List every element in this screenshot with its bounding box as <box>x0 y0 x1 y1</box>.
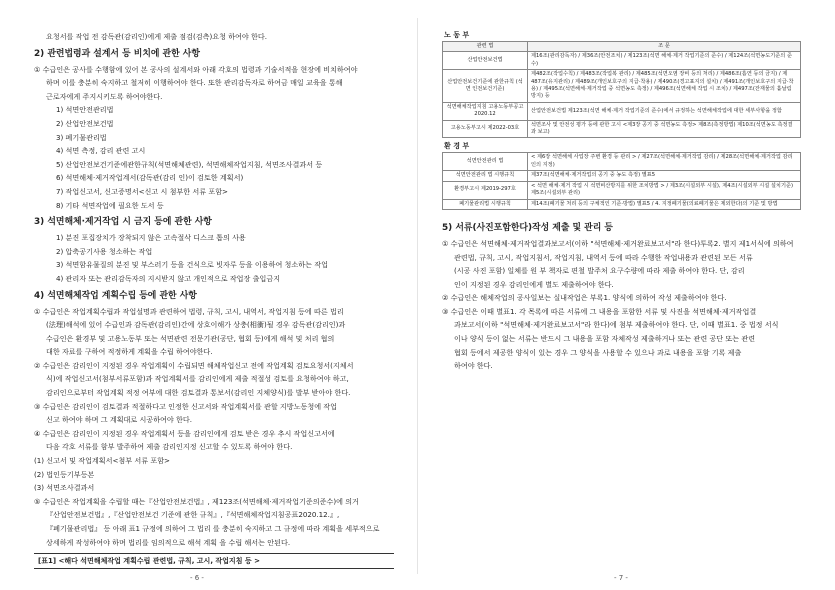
paragraph-line: 과보고서(이하 "석면해체·제거완료보고서"라 한다)에 첨부 제출하여야 한다. 단, 이때 별표1. 중 법정 서식 <box>454 320 779 330</box>
paragraph-line: 이나 양식 등이 없는 서류는 반드시 그 내용을 포함 자체작성 제출하거나 또는 관련 공단 또는 관련 <box>454 334 756 344</box>
paragraph-line: 인이 지정된 경우 감리인에게 별도 제출하여야 한다. <box>454 279 614 289</box>
table-row <box>443 70 801 103</box>
law-cell: 환경부고시 제2019-297호 <box>443 181 528 199</box>
law-cell: 석면해체작업지침 고용노동부공고2020.12 <box>443 102 528 120</box>
paragraph-line: ② 수급인은 감리인이 지정된 경우 작업계획이 수립되면 해체작업신고 전에 작업계획 검토요청서(지체서 <box>34 360 354 370</box>
paragraph-line: ④ 수급인은 감리인이 지정된 경우 작업계획서 등을 감리인에게 검토 받은 경우 추시 작업신고서에 <box>34 428 335 438</box>
table-caption-text: <해다 석면해체작업 계획수립 관련법, 규칙, 고시, 작업지침 등 > <box>58 557 260 566</box>
paragraph-line: 수급인은 환경부 및 고용노동부 또는 석면관련 전문기관(공단, 협회 등)에게 해석 및 처리 협의 <box>46 333 335 343</box>
law-cell: 폐기물관리법 시행규칙 <box>443 199 528 209</box>
list-item: (3) 석면조사결과서 <box>34 483 95 493</box>
paragraph-line: (法理)해석에 있어 수급인과 감독관(감리인)간에 상호이해가 상충(相衝)될 경우 감독관(감리인)과 <box>46 320 346 330</box>
labor-law-table <box>442 41 801 138</box>
paragraph-line: 대한 자료를 구하여 적정하게 계획을 수립 하여야한다. <box>46 347 213 357</box>
list-item: (2) 법인등기부등본 <box>34 469 95 479</box>
paragraph-line: 근로자에게 주지시키도록 하여야한다. <box>46 91 163 101</box>
list-item: 8) 기타 석면작업에 필요한 도서 등 <box>56 200 164 210</box>
paragraph-line: 감리인으로부터 작업계획 적정 여부에 대한 검토결과 통보서(감리인 지체양식)를 발부 받아야 한다. <box>46 388 351 398</box>
article-cell: 제37조(석면해체·제거작업의 공기 중 농도 측정) 별표5 <box>528 171 801 181</box>
paragraph-line: 하여야 한다. <box>454 361 493 371</box>
law-cell: 산업안전보건법 <box>443 52 528 70</box>
list-item: 6) 석면해체·제거작업계서(감독관(감리 인)이 검토한 계획서) <box>56 173 244 183</box>
table-row <box>443 120 801 138</box>
table-row <box>443 153 801 171</box>
law-cell: 고용노동부고시 제2022-03호 <box>443 120 528 138</box>
paragraph-line: ① 수급인은 공사를 수행함에 있어 본 공사의 설계서와 아래 각호의 법령과 기술서적을 현장에 비치하여야 <box>34 64 358 74</box>
paragraph-line: ② 수급인은 해체작업의 공사일보는 실내작업은 부록1. 양식에 의하여 작성 제출하여야 한다. <box>442 293 727 303</box>
list-item: 1) 석면안전관리법 <box>56 105 114 115</box>
section-5-heading: 5) 서류(사진포함한다)작성 제출 및 관리 등 <box>442 222 613 233</box>
paragraph-line: 하며 이를 충분히 숙지하고 철저히 이행하여야 한다. 또한 관리감독자로 하여금 매일 교육을 통해 <box>46 78 343 88</box>
article-cell: < 제6장 석면해체 사업장 주변 환경 등 관리 > / 제27조(석면해체·제거작업 감리) / 제28조(석면해체·제거작업 감리인의 지정) <box>528 153 801 171</box>
paragraph-line: 상세하게 작성하여야 하며 법리를 임의적으로 해석 계획 을 수립 해서는 안된다. <box>46 537 291 547</box>
page-number: - 7 - <box>614 574 628 582</box>
top-line: 요청서를 작업 전 감독관(감리인)에게 제출 점검(검측)요청 하여야 한다. <box>46 32 267 41</box>
paragraph-line: 협회 등에서 제공한 양식이 있는 경우 그 양식을 사용할 수 있으나 과로 내용을 포함 기록 제출 <box>454 347 742 357</box>
list-item: 5) 산업안전보건기준에관한규칙(석면해체관련), 석면해체작업지침, 석면조사결과서 등 <box>56 159 323 169</box>
paragraph-line: 신고 하여야 하며 그 계획대로 시공하여야 한다. <box>46 415 192 425</box>
labor-section-title: 노 동 부 <box>444 31 470 39</box>
law-cell: 산업안전보건기준에 관한규칙 (석면 인전보건기준) <box>443 70 528 103</box>
column-header-law: 관련 법 <box>443 42 528 52</box>
environment-law-table <box>442 152 801 209</box>
article-cell: < 석면 해체·제거 작업 시 석면비산방지를 위한 조치방법 > / 제3조(시설외부 시설), 제4조(시설외부 시설 설치기준) 제5조(시설외부 관리) <box>528 181 801 199</box>
paragraph-line: (시공 사진 포함) 일체를 원 부 책자로 편철 발주처 요구수량에 따라 제출 하여야 한다. 단, 감리 <box>454 266 745 276</box>
table-header-row <box>443 42 801 52</box>
page-number: - 6 - <box>190 574 204 582</box>
list-item: 3) 석면함유물질의 분진 및 부스러기 등을 건식으로 빗자루 등을 이용하여 청소하는 작업 <box>56 260 328 270</box>
article-cell: 제14조(폐기물 처리 등의 구체적인 기준·방법) 별표5 / 4. 지정폐기물(의료폐기물은 제외한다)의 기준 및 방법 <box>528 199 801 209</box>
table-row <box>443 171 801 181</box>
list-item: 3) 폐기물관리법 <box>56 132 107 142</box>
paragraph-line: 『폐기물관리법』 등 아래 표1 규정에 의하여 그 법리 를 충분히 숙지하고 그 규정에 따라 계획을 세부적으로 <box>46 524 380 533</box>
article-cell: 제16조(관리감독자) / 제36조(안전조치) / 제123조(석면 해체·제거 작업기준의 준수) / 제124조(석면농도기준의 준수) <box>528 52 801 70</box>
paragraph-line: ① 수급인은 석면해체·제거작업결과보고서(이하 "석면해체·제거완료보고서"라 한다)투록2. 별지 제1서식에 의하여 <box>442 238 794 248</box>
list-item: 7) 작업신고서, 신고증명서<신고 시 첨부한 서류 포함> <box>56 186 229 196</box>
paragraph-line: 식)에 작업신고서(첨부서류포함)과 작업계획서를 감리인에게 제출 적절성 검토를 요청하여야 하고, <box>46 374 349 384</box>
right-page <box>418 0 835 590</box>
paragraph-line: ③ 수급인은 이때 별표1. 각 목록에 따른 서류에 그 내용을 포함한 서류 및 사진을 석면해체·제거작업결 <box>442 306 757 316</box>
law-cell: 석면안전관리 법 <box>443 153 528 171</box>
paragraph-line: ③ 수급인은 감리인이 검토결과 적절하다고 인정한 신고서와 작업계획서를 관할 지방노동청에 작업 <box>34 401 338 411</box>
list-item: (1) 신고서 및 작업계획서<첨부 서류 포함> <box>34 456 170 466</box>
section-2-heading: 2) 관련법령과 설계서 등 비치에 관한 사항 <box>34 48 200 59</box>
section-4-heading: 4) 석면해체작업 계획수립 등에 관한 사항 <box>34 290 197 301</box>
paragraph-line: 『산업안전보건법』,『산업안전보건 기준에 관한 규칙』,『석면해체작업지침공표2020.12.』, <box>46 510 340 520</box>
table-caption-label: [표1] <box>38 557 57 566</box>
paragraph-line: ① 수급인은 작업계획수립과 작업설명과 관련하여 법령, 규칙, 고시, 내역서, 작업지침 등에 따른 법리 <box>34 306 344 316</box>
paragraph-line: 다음 각호 서류를 함부 발주하여 제출 감리인지정 신고할 수 있도록 하여야 한다. <box>46 442 293 452</box>
article-cell: 제482조(작업수칙) / 제483조(작업복 관리) / 제485조(석면오염 장비 등의 처리) / 제486조(흡연 등의 금지) / 제487조(유지관리) / 제489조(개인보호구의 지급·착용) / 제490조(경고표지의 설치) / 제491조(개인보호구의 지급·착용) / 제495조(석면해체·제거작업 중 석면농도 측정) / 제496조(석면해체 작업 시 조치) / 제497조(잔재물의 흩날림 방지) 등 <box>528 70 801 103</box>
table-row <box>443 102 801 120</box>
list-item: 2) 산업안전보건법 <box>56 118 114 128</box>
column-header-article: 조 문 <box>528 42 801 52</box>
list-item: 1) 분진 포집장치가 장착되지 않은 고속절삭 디스크 톱의 사용 <box>56 233 246 243</box>
paragraph-line: 관련법, 규칙, 고시, 작업지침서, 작업지침, 내역서 등에 따라 수행한 작업내용과 관련된 모든 서류 <box>454 252 753 262</box>
list-item: 4) 관리자 또는 관리감독자의 지시받지 않고 개인적으로 작업장 출입금지 <box>56 273 281 283</box>
table-row <box>443 181 801 199</box>
list-item: 2) 압축공기사용 청소하는 작업 <box>56 246 153 256</box>
table-row <box>443 52 801 70</box>
environment-section-title: 환 경 부 <box>444 142 470 151</box>
article-cell: 석면조사 및 안전성 평가 등에 관한 고시 <제3장 공기 중 석면농도 측정> 제8조(측정방법) 제10조(석면농도 측정결과 보고) <box>528 120 801 138</box>
law-cell: 석면안전관리 법 시행규칙 <box>443 171 528 181</box>
table-row <box>443 199 801 209</box>
section-3-heading: 3) 석면해체·제거작업 시 금지 등에 관한 사항 <box>34 217 212 228</box>
table-caption-box <box>34 553 394 569</box>
paragraph-line: ⑤ 수급인은 작업계획을 수립할 때는『산업안전보건법』, 제123조(석면해체·제거작업기준의준수)에 의거 <box>34 496 359 506</box>
list-item: 4) 석면 측정, 감리 관련 고시 <box>56 146 146 156</box>
article-cell: 산업안전보건법 제123조(석면 해체·제거 작업기준의 준수)에서 규정하는 석면해체작업에 대한 세부사항을 정함 <box>528 102 801 120</box>
